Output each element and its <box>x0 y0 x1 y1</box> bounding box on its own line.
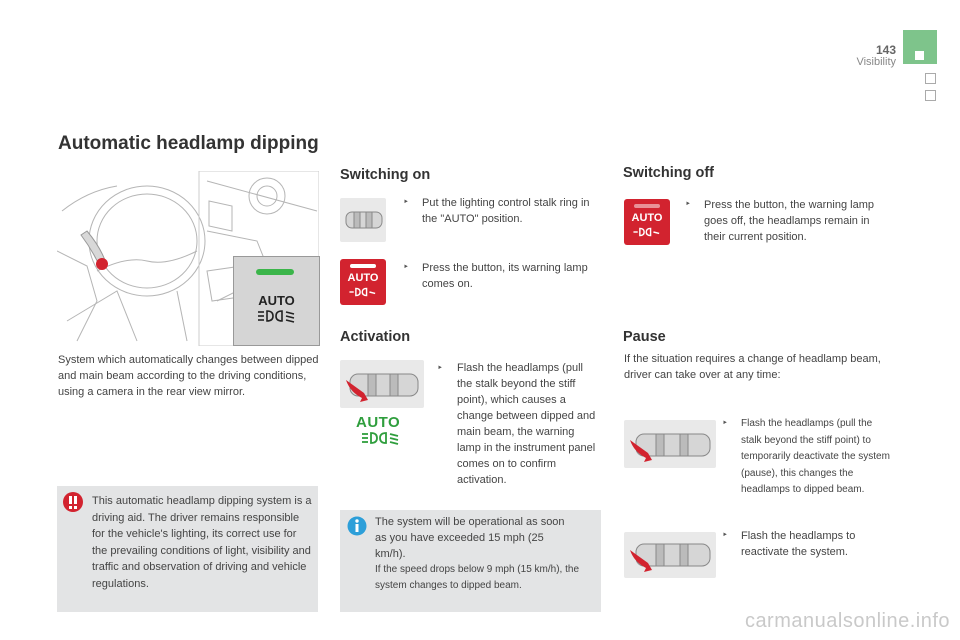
bullet-icon: ‣ <box>722 418 728 429</box>
auto-lamp-text: AUTO <box>356 414 401 431</box>
info-text-line2: If the speed drops below 9 mph (15 km/h), the system changes to dipped beam. <box>375 564 579 591</box>
info-icon <box>347 516 367 541</box>
switching-on-heading: Switching on <box>340 167 431 183</box>
page-title: Automatic headlamp dipping <box>58 133 319 154</box>
page-number: 143 <box>875 43 896 57</box>
activation-heading: Activation <box>340 329 411 345</box>
info-text-line1: The system will be operational as soon as you have exceeded 15 mph (25 km/h). <box>375 516 565 560</box>
switching-on-step2: Press the button, its warning lamp comes on. <box>422 262 588 290</box>
pause-step1: Flash the headlamps (pull the stalk beyond the stiff point) to temporarily deactivate the system (pause), this changes the headlamps to dipped beam. <box>741 418 890 495</box>
bullet-icon: ‣ <box>403 262 409 273</box>
auto-headlamp-icon <box>624 224 670 242</box>
watermark: carmanualsonline.info <box>744 610 950 632</box>
bullet-icon: ‣ <box>403 197 409 208</box>
auto-headlamp-icon <box>340 284 386 302</box>
pause-intro: If the situation requires a change of headlamp beam, driver can take over at any time: <box>624 353 881 381</box>
auto-headlamp-icon <box>356 431 406 445</box>
switching-off-step1: Press the button, the warning lamp goes off, the headlamps remain in their current position. <box>704 199 874 243</box>
activation-step1: Flash the headlamps (pull the stalk beyond the stiff point), which causes a change between dipped and main beam, the warning lamp in the instrument panel comes on to confirm activation. <box>457 362 596 486</box>
lighting-stalk-image <box>340 198 386 242</box>
auto-button-label: AUTO <box>258 293 295 308</box>
stalk-flash-image <box>340 360 424 408</box>
auto-warning-lamp <box>356 414 416 452</box>
switching-on-step1: Put the lighting control stalk ring in the "AUTO" position. <box>422 197 590 225</box>
bullet-icon: ‣ <box>437 363 443 374</box>
red-button-lamp <box>634 204 660 208</box>
highlight-marker <box>96 258 108 270</box>
section-title: Visibility <box>856 56 896 68</box>
auto-headlamp-icon <box>256 309 298 328</box>
auto-button-image <box>340 259 386 305</box>
button-panel <box>233 256 320 346</box>
chapter-tab-marker <box>915 51 924 60</box>
pause-step2: Flash the headlamps to reactivate the system. <box>741 530 856 558</box>
bullet-icon: ‣ <box>685 199 691 210</box>
panel-indicator-lamp <box>256 269 294 275</box>
auto-button-image <box>624 199 670 245</box>
auto-button-text: AUTO <box>347 272 379 284</box>
chapter-box <box>925 73 936 84</box>
warning-icon <box>62 491 84 518</box>
auto-button-text: AUTO <box>631 212 663 224</box>
switching-off-heading: Switching off <box>623 165 715 181</box>
intro-text: System which automatically changes between dipped and main beam according to the driving conditions, using a camera in the rear view mirror. <box>58 354 319 398</box>
bullet-icon: ‣ <box>722 530 728 541</box>
pause-heading: Pause <box>623 329 666 345</box>
chapter-box <box>925 90 936 101</box>
stalk-flash-image <box>624 420 716 468</box>
stalk-flash-image <box>624 532 716 578</box>
warning-text: This automatic headlamp dipping system is a driving aid. The driver remains responsible for the vehicle's lighting, its correct use for the prevailing conditions of light, visibility and traffic and observation of driving and vehicle regulations. <box>92 495 312 590</box>
red-button-lamp <box>350 264 376 268</box>
